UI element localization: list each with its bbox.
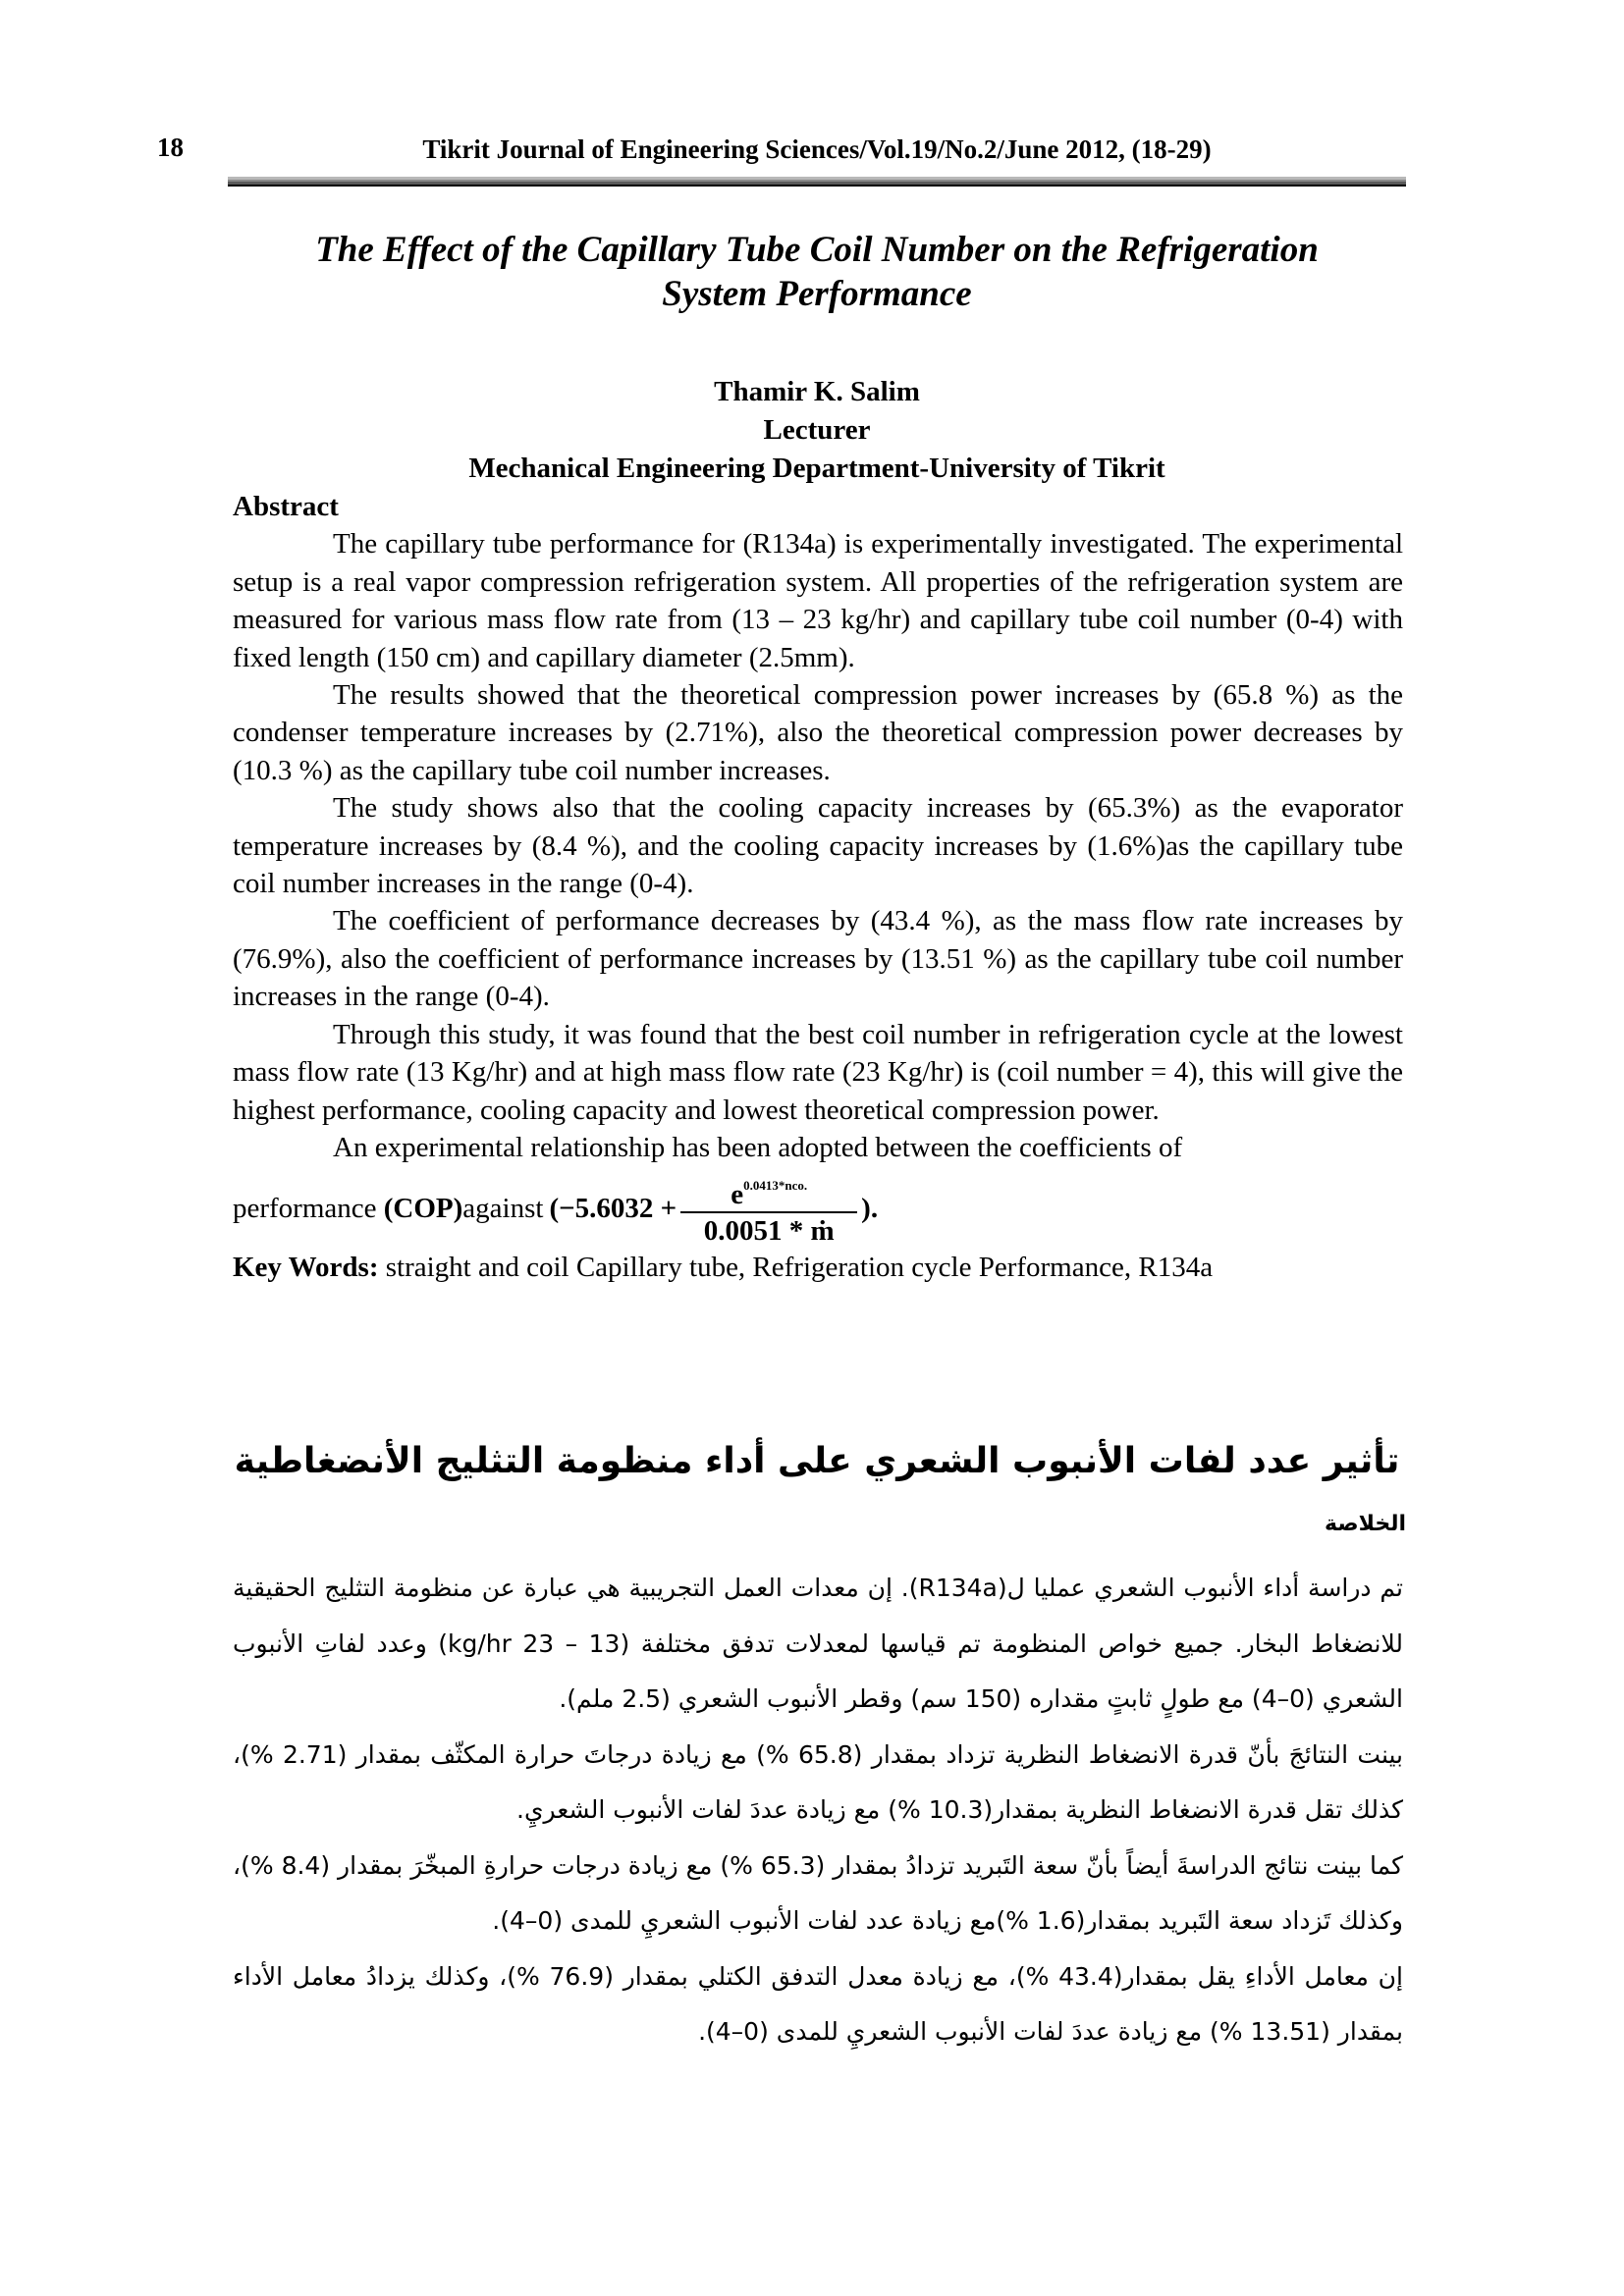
formula-close: ). bbox=[861, 1193, 879, 1225]
formula-denominator: 0.0051 * ṁ bbox=[703, 1214, 835, 1247]
paper-title-line-2: System Performance bbox=[662, 274, 972, 314]
formula-prefix: performance bbox=[233, 1193, 377, 1225]
formula-exponent: 0.0413*nco. bbox=[743, 1177, 808, 1193]
arabic-paragraph: إن معامل الأداءِ يقل بمقدار(43.4 %)، مع زيادة معدل التدفق الكتلي بمقدار (76.9 %)، وكذلك يزدادُ معامل الأداء بمقدار (13.51 %) مع زيادة عددَ لفات الأنبوب الشعريِ للمدى (0–4). bbox=[233, 1961, 1403, 2046]
keywords-label: Key Words: bbox=[233, 1252, 379, 1284]
abstract-paragraph: The capillary tube performance for (R134a) is experimentally investigated. The experimental setup is a real vapor compression refrigeration system. All properties of the refrigeration system are measured for various mass flow rate from (13 – 23 kg/hr) and capillary tube coil number (0-4) with fixed length (150 cm) and capillary diameter (2.5mm). bbox=[233, 528, 1403, 673]
abstract-paragraph: The results showed that the theoretical compression power increases by (65.8 %) as the condenser temperature increases by (2.71%), also the theoretical compression power decreases by (10.3 %) as the capillary tube coil number increases. bbox=[233, 679, 1403, 786]
author-affiliation: Mechanical Engineering Department-University of Tikrit bbox=[468, 453, 1165, 484]
formula-fraction bbox=[680, 1169, 857, 1249]
abstract-paragraph: An experimental relationship has been adopted between the coefficients of bbox=[333, 1131, 1183, 1163]
abstract-paragraph: The study shows also that the cooling capacity increases by (65.3%) as the evaporator temperature increases by (8.4 %), and the cooling capacity increases by (1.6%)as the capillary tube coil number increases in the range (0-4). bbox=[233, 792, 1403, 900]
cop-formula-line bbox=[233, 1168, 1403, 1249]
abstract-paragraph: Through this study, it was found that the best coil number in refrigeration cycle at the lowest mass flow rate (13 Kg/hr) and at high mass flow rate (23 Kg/hr) is (coil number = 4), this will give the highest performance, cooling capacity and lowest theoretical compression power. bbox=[233, 1018, 1403, 1126]
arabic-paragraph: كما بينت نتائج الدراسةَ أيضاً بأنّ سعة التَبريد تزدادُ بمقدار (65.3 %) مع زيادة درجات حرارةِ المبخّرَ بمقدار (8.4 %)، وكذلك تَزداد سعة التَبريد بمقدار(1.6 %)مع زيادة عدد لفات الأنبوب الشعريِ للمدى (0–4). bbox=[233, 1850, 1404, 1935]
abstract-heading: Abstract bbox=[233, 491, 339, 522]
arabic-paragraph: تم دراسة أداء الأنبوب الشعري عمليا ل(R134a). إن معدات العمل التجريبية هي عبارة عن منظومة التثليج الحقيقية للانضغاط البخار. جميع خواص المنظومة تم قياسها لمعدلات تدفق مختلفة (13 – 23 kg/hr) وعدد لفاتِ الأنبوب الشعري (0–4) مع طولٍ ثابتٍ مقداره (150 سم) وقطر الأنبوب الشعري (2.5 ملم). bbox=[233, 1574, 1403, 1713]
arabic-paragraph: بينت النتائجَ بأنّ قدرة الانضغاط النظرية تزداد بمقدار (65.8 %) مع زيادة درجاتَ حرارة المكثّف بمقدار (2.71 %)، كذلك تقل قدرة الانضغاط النظرية بمقدار(10.3 %) مع زيادة عددَ لفات الأنبوب الشعريِ. bbox=[233, 1739, 1403, 1824]
arabic-title: تأثير عدد لفات الأنبوب الشعري على أداء منظومة التثليج الأنضغاطية bbox=[234, 1441, 1400, 1481]
author-position: Lecturer bbox=[763, 414, 871, 446]
cop-formula bbox=[549, 1169, 878, 1249]
author-block bbox=[228, 373, 1406, 488]
formula-cop: (COP) bbox=[383, 1193, 463, 1225]
abstract-paragraph: The coefficient of performance decreases by (43.4 %), as the mass flow rate increases by (76.9%), also the coefficient of performance increases by (13.51 %) as the capillary tube coil number increases in the range (0-4). bbox=[233, 905, 1403, 1013]
journal-header: Tikrit Journal of Engineering Sciences/Vol.19/No.2/June 2012, (18-29) bbox=[422, 134, 1212, 164]
keywords-text: straight and coil Capillary tube, Refrigeration cycle Performance, R134a bbox=[378, 1252, 1214, 1284]
formula-numerator bbox=[731, 1169, 807, 1211]
abstract-section bbox=[233, 488, 1403, 1287]
paper-title-line-1: The Effect of the Capillary Tube Coil Number on the Refrigeration bbox=[315, 230, 1319, 270]
paper-title bbox=[228, 228, 1406, 316]
arabic-abstract bbox=[233, 1561, 1403, 2060]
author-name: Thamir K. Salim bbox=[714, 376, 920, 407]
header-rule bbox=[228, 177, 1406, 187]
arabic-abstract-heading: الخلاصة bbox=[1325, 1512, 1406, 1536]
formula-base: e bbox=[731, 1178, 744, 1210]
keywords bbox=[233, 1249, 1403, 1286]
page-number: 18 bbox=[157, 133, 184, 162]
formula-against: against bbox=[462, 1193, 544, 1225]
formula-open: (−5.6032 + bbox=[549, 1193, 677, 1225]
